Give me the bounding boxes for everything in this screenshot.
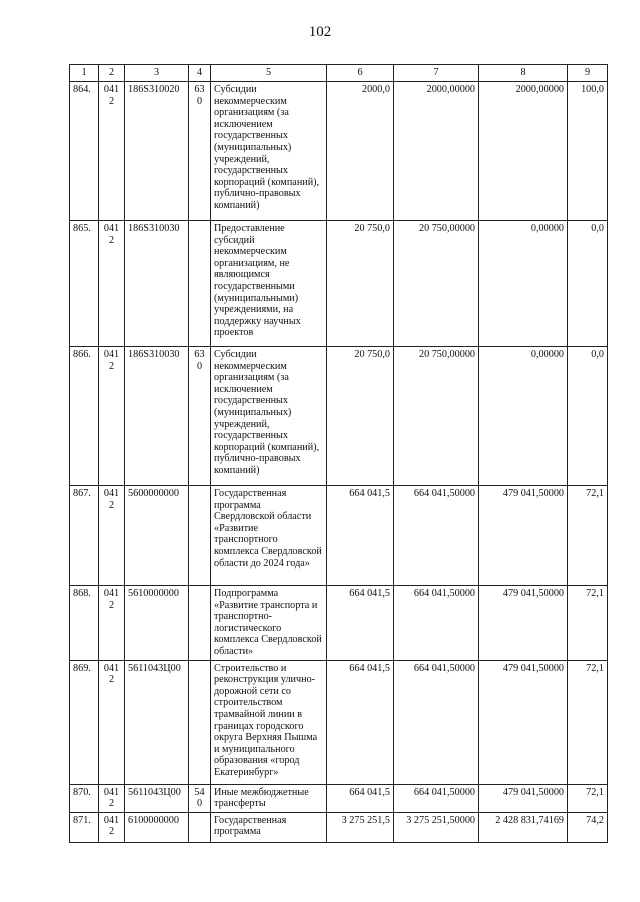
approved-amount: 664 041,5 <box>327 784 394 812</box>
section-code: 0412 <box>99 347 125 486</box>
expense-type <box>189 486 211 586</box>
planned-amount: 664 041,50000 <box>394 784 479 812</box>
target-code: 5611043Ц00 <box>125 784 189 812</box>
section-code: 0412 <box>99 82 125 221</box>
item-name: Государственная программа Свердловской области «Развитие транспортного комплекса Свердловской области до 2024 года» <box>211 486 327 586</box>
planned-amount: 20 750,00000 <box>394 347 479 486</box>
planned-amount: 664 041,50000 <box>394 586 479 661</box>
target-code: 186S310030 <box>125 221 189 347</box>
item-name: Предоставление субсидий некоммерческим организациям, не являющимся государственными (муниципальными) учреждениями, на поддержку научных проектов <box>211 221 327 347</box>
execution-percent: 100,0 <box>568 82 608 221</box>
column-header: 8 <box>479 65 568 82</box>
target-code: 186S310030 <box>125 347 189 486</box>
target-code: 186S310020 <box>125 82 189 221</box>
row-number: 866. <box>70 347 99 486</box>
expense-type <box>189 586 211 661</box>
expense-type: 630 <box>189 347 211 486</box>
table-row <box>70 221 608 347</box>
executed-amount: 2000,00000 <box>479 82 568 221</box>
section-code: 0412 <box>99 586 125 661</box>
item-name: Иные межбюджетные трансферты <box>211 784 327 812</box>
approved-amount: 20 750,0 <box>327 347 394 486</box>
column-header: 7 <box>394 65 479 82</box>
table-row <box>70 784 608 812</box>
column-header: 3 <box>125 65 189 82</box>
section-code: 0412 <box>99 221 125 347</box>
row-number: 871. <box>70 812 99 842</box>
row-number: 867. <box>70 486 99 586</box>
execution-percent: 74,2 <box>568 812 608 842</box>
section-code: 0412 <box>99 812 125 842</box>
expense-type <box>189 660 211 784</box>
execution-percent: 72,1 <box>568 784 608 812</box>
planned-amount: 2000,00000 <box>394 82 479 221</box>
expense-type <box>189 221 211 347</box>
row-number: 868. <box>70 586 99 661</box>
executed-amount: 479 041,50000 <box>479 784 568 812</box>
section-code: 0412 <box>99 660 125 784</box>
execution-percent: 72,1 <box>568 660 608 784</box>
approved-amount: 20 750,0 <box>327 221 394 347</box>
planned-amount: 20 750,00000 <box>394 221 479 347</box>
column-header: 1 <box>70 65 99 82</box>
execution-percent: 72,1 <box>568 586 608 661</box>
target-code: 6100000000 <box>125 812 189 842</box>
table-row <box>70 812 608 842</box>
executed-amount: 479 041,50000 <box>479 486 568 586</box>
budget-table <box>69 64 608 843</box>
item-name: Субсидии некоммерческим организациям (за исключением государственных (муниципальных) учреждений, государственных корпораций (компаний), публично-правовых компаний) <box>211 82 327 221</box>
target-code: 5611043Ц00 <box>125 660 189 784</box>
column-header: 4 <box>189 65 211 82</box>
executed-amount: 0,00000 <box>479 221 568 347</box>
row-number: 869. <box>70 660 99 784</box>
execution-percent: 72,1 <box>568 486 608 586</box>
planned-amount: 664 041,50000 <box>394 660 479 784</box>
expense-type: 630 <box>189 82 211 221</box>
section-code: 0412 <box>99 784 125 812</box>
executed-amount: 479 041,50000 <box>479 660 568 784</box>
column-header: 5 <box>211 65 327 82</box>
planned-amount: 3 275 251,50000 <box>394 812 479 842</box>
approved-amount: 664 041,5 <box>327 586 394 661</box>
column-header: 2 <box>99 65 125 82</box>
section-code: 0412 <box>99 486 125 586</box>
target-code: 5610000000 <box>125 586 189 661</box>
approved-amount: 3 275 251,5 <box>327 812 394 842</box>
row-number: 864. <box>70 82 99 221</box>
target-code: 5600000000 <box>125 486 189 586</box>
item-name: Подпрограмма «Развитие транспорта и транспортно-логистического комплекса Свердловской области» <box>211 586 327 661</box>
approved-amount: 664 041,5 <box>327 486 394 586</box>
table-row <box>70 486 608 586</box>
table-row <box>70 660 608 784</box>
header-row <box>70 65 608 82</box>
expense-type: 540 <box>189 784 211 812</box>
expense-type <box>189 812 211 842</box>
planned-amount: 664 041,50000 <box>394 486 479 586</box>
table-row <box>70 586 608 661</box>
column-header: 6 <box>327 65 394 82</box>
approved-amount: 664 041,5 <box>327 660 394 784</box>
item-name: Субсидии некоммерческим организациям (за исключением государственных (муниципальных) учреждений, государственных корпораций (компаний), публично-правовых компаний) <box>211 347 327 486</box>
row-number: 870. <box>70 784 99 812</box>
approved-amount: 2000,0 <box>327 82 394 221</box>
row-number: 865. <box>70 221 99 347</box>
table-row <box>70 347 608 486</box>
page-number: 102 <box>308 24 332 40</box>
execution-percent: 0,0 <box>568 221 608 347</box>
executed-amount: 479 041,50000 <box>479 586 568 661</box>
item-name: Государственная программа <box>211 812 327 842</box>
execution-percent: 0,0 <box>568 347 608 486</box>
table-row <box>70 82 608 221</box>
item-name: Строительство и реконструкция улично-дорожной сети со строительством трамвайной линии в границах городского округа Верхняя Пышма и муниципального образования «город Екатеринбург» <box>211 660 327 784</box>
executed-amount: 0,00000 <box>479 347 568 486</box>
column-header: 9 <box>568 65 608 82</box>
executed-amount: 2 428 831,74169 <box>479 812 568 842</box>
